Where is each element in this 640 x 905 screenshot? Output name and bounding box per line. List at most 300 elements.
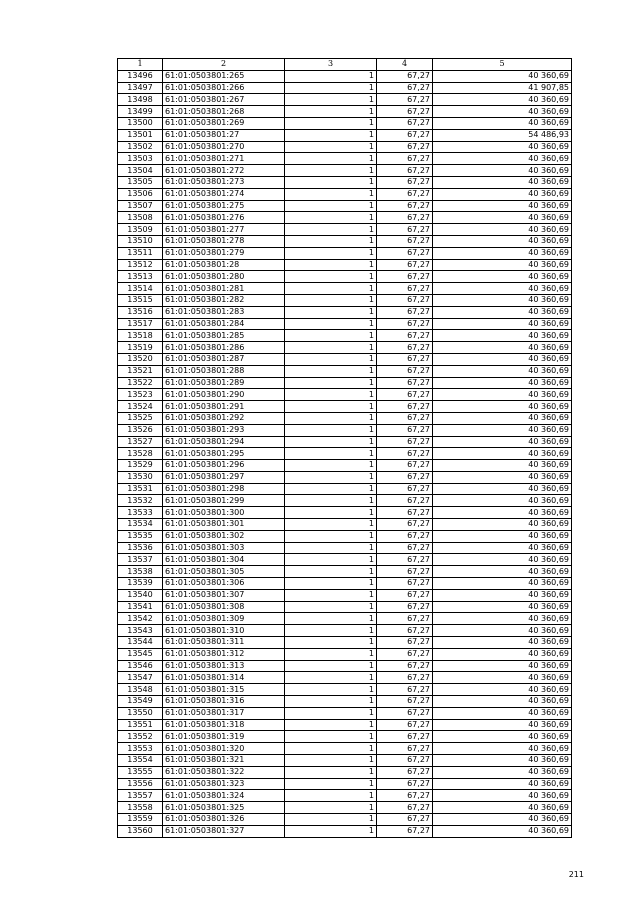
row-number-cell: 13516 bbox=[118, 306, 163, 318]
count-cell: 1 bbox=[285, 106, 377, 118]
value-cell: 40 360,69 bbox=[433, 825, 572, 837]
area-cell: 67,27 bbox=[377, 271, 433, 283]
value-cell: 40 360,69 bbox=[433, 625, 572, 637]
area-cell: 67,27 bbox=[377, 625, 433, 637]
row-number-cell: 13505 bbox=[118, 176, 163, 188]
cadastral-number-cell: 61:01:0503801:280 bbox=[163, 271, 285, 283]
table-row bbox=[118, 672, 572, 684]
table-row bbox=[118, 696, 572, 708]
cadastral-number-cell: 61:01:0503801:289 bbox=[163, 377, 285, 389]
count-cell: 1 bbox=[285, 153, 377, 165]
table-row bbox=[118, 825, 572, 837]
area-cell: 67,27 bbox=[377, 247, 433, 259]
area-cell: 67,27 bbox=[377, 660, 433, 672]
cadastral-number-cell: 61:01:0503801:318 bbox=[163, 719, 285, 731]
value-cell: 40 360,69 bbox=[433, 176, 572, 188]
row-number-cell: 13519 bbox=[118, 342, 163, 354]
value-cell: 40 360,69 bbox=[433, 707, 572, 719]
area-cell: 67,27 bbox=[377, 106, 433, 118]
value-cell: 40 360,69 bbox=[433, 589, 572, 601]
row-number-cell: 13540 bbox=[118, 589, 163, 601]
value-cell: 40 360,69 bbox=[433, 424, 572, 436]
area-cell: 67,27 bbox=[377, 141, 433, 153]
table-row bbox=[118, 707, 572, 719]
value-cell: 40 360,69 bbox=[433, 153, 572, 165]
row-number-cell: 13521 bbox=[118, 365, 163, 377]
count-cell: 1 bbox=[285, 389, 377, 401]
area-cell: 67,27 bbox=[377, 436, 433, 448]
table-row bbox=[118, 247, 572, 259]
row-number-cell: 13501 bbox=[118, 129, 163, 141]
cadastral-number-cell: 61:01:0503801:313 bbox=[163, 660, 285, 672]
area-cell: 67,27 bbox=[377, 483, 433, 495]
value-cell: 40 360,69 bbox=[433, 106, 572, 118]
row-number-cell: 13534 bbox=[118, 519, 163, 531]
row-number-cell: 13510 bbox=[118, 235, 163, 247]
value-cell: 40 360,69 bbox=[433, 318, 572, 330]
count-cell: 1 bbox=[285, 613, 377, 625]
row-number-cell: 13547 bbox=[118, 672, 163, 684]
area-cell: 67,27 bbox=[377, 412, 433, 424]
table-row bbox=[118, 82, 572, 94]
cadastral-number-cell: 61:01:0503801:284 bbox=[163, 318, 285, 330]
value-cell: 40 360,69 bbox=[433, 483, 572, 495]
table-row bbox=[118, 566, 572, 578]
value-cell: 40 360,69 bbox=[433, 330, 572, 342]
cadastral-number-cell: 61:01:0503801:274 bbox=[163, 188, 285, 200]
value-cell: 40 360,69 bbox=[433, 648, 572, 660]
row-number-cell: 13529 bbox=[118, 460, 163, 472]
table-row bbox=[118, 578, 572, 590]
table-row bbox=[118, 259, 572, 271]
count-cell: 1 bbox=[285, 259, 377, 271]
value-cell: 40 360,69 bbox=[433, 802, 572, 814]
area-cell: 67,27 bbox=[377, 306, 433, 318]
area-cell: 67,27 bbox=[377, 82, 433, 94]
area-cell: 67,27 bbox=[377, 684, 433, 696]
area-cell: 67,27 bbox=[377, 401, 433, 413]
cadastral-number-cell: 61:01:0503801:323 bbox=[163, 778, 285, 790]
row-number-cell: 13536 bbox=[118, 542, 163, 554]
cadastral-number-cell: 61:01:0503801:278 bbox=[163, 235, 285, 247]
value-cell: 40 360,69 bbox=[433, 377, 572, 389]
row-number-cell: 13512 bbox=[118, 259, 163, 271]
row-number-cell: 13530 bbox=[118, 471, 163, 483]
table-row bbox=[118, 436, 572, 448]
count-cell: 1 bbox=[285, 141, 377, 153]
count-cell: 1 bbox=[285, 176, 377, 188]
row-number-cell: 13541 bbox=[118, 601, 163, 613]
area-cell: 67,27 bbox=[377, 566, 433, 578]
count-cell: 1 bbox=[285, 448, 377, 460]
count-cell: 1 bbox=[285, 660, 377, 672]
count-cell: 1 bbox=[285, 507, 377, 519]
row-number-cell: 13535 bbox=[118, 530, 163, 542]
row-number-cell: 13511 bbox=[118, 247, 163, 259]
count-cell: 1 bbox=[285, 318, 377, 330]
area-cell: 67,27 bbox=[377, 743, 433, 755]
row-number-cell: 13553 bbox=[118, 743, 163, 755]
cadastral-number-cell: 61:01:0503801:281 bbox=[163, 283, 285, 295]
row-number-cell: 13544 bbox=[118, 637, 163, 649]
row-number-cell: 13554 bbox=[118, 755, 163, 767]
row-number-cell: 13507 bbox=[118, 200, 163, 212]
column-header-5: 5 bbox=[433, 59, 572, 71]
cadastral-number-cell: 61:01:0503801:303 bbox=[163, 542, 285, 554]
area-cell: 67,27 bbox=[377, 731, 433, 743]
table-row bbox=[118, 330, 572, 342]
area-cell: 67,27 bbox=[377, 648, 433, 660]
value-cell: 40 360,69 bbox=[433, 601, 572, 613]
value-cell: 40 360,69 bbox=[433, 365, 572, 377]
area-cell: 67,27 bbox=[377, 554, 433, 566]
row-number-cell: 13504 bbox=[118, 165, 163, 177]
value-cell: 40 360,69 bbox=[433, 578, 572, 590]
row-number-cell: 13524 bbox=[118, 401, 163, 413]
value-cell: 40 360,69 bbox=[433, 94, 572, 106]
value-cell: 40 360,69 bbox=[433, 389, 572, 401]
count-cell: 1 bbox=[285, 353, 377, 365]
cadastral-number-cell: 61:01:0503801:311 bbox=[163, 637, 285, 649]
table-row bbox=[118, 519, 572, 531]
value-cell: 40 360,69 bbox=[433, 460, 572, 472]
area-cell: 67,27 bbox=[377, 825, 433, 837]
area-cell: 67,27 bbox=[377, 235, 433, 247]
area-cell: 67,27 bbox=[377, 294, 433, 306]
count-cell: 1 bbox=[285, 401, 377, 413]
row-number-cell: 13500 bbox=[118, 117, 163, 129]
area-cell: 67,27 bbox=[377, 696, 433, 708]
cadastral-number-cell: 61:01:0503801:301 bbox=[163, 519, 285, 531]
table-row bbox=[118, 448, 572, 460]
area-cell: 67,27 bbox=[377, 389, 433, 401]
cadastral-number-cell: 61:01:0503801:275 bbox=[163, 200, 285, 212]
cadastral-number-cell: 61:01:0503801:288 bbox=[163, 365, 285, 377]
value-cell: 40 360,69 bbox=[433, 766, 572, 778]
area-cell: 67,27 bbox=[377, 495, 433, 507]
value-cell: 40 360,69 bbox=[433, 743, 572, 755]
table-row bbox=[118, 176, 572, 188]
row-number-cell: 13509 bbox=[118, 224, 163, 236]
table-row bbox=[118, 283, 572, 295]
row-number-cell: 13518 bbox=[118, 330, 163, 342]
area-cell: 67,27 bbox=[377, 283, 433, 295]
row-number-cell: 13560 bbox=[118, 825, 163, 837]
value-cell: 40 360,69 bbox=[433, 495, 572, 507]
cadastral-number-cell: 61:01:0503801:302 bbox=[163, 530, 285, 542]
area-cell: 67,27 bbox=[377, 542, 433, 554]
cadastral-number-cell: 61:01:0503801:273 bbox=[163, 176, 285, 188]
table-row bbox=[118, 554, 572, 566]
cadastral-number-cell: 61:01:0503801:300 bbox=[163, 507, 285, 519]
cadastral-number-cell: 61:01:0503801:305 bbox=[163, 566, 285, 578]
table-row bbox=[118, 412, 572, 424]
count-cell: 1 bbox=[285, 117, 377, 129]
row-number-cell: 13532 bbox=[118, 495, 163, 507]
value-cell: 40 360,69 bbox=[433, 342, 572, 354]
cadastral-number-cell: 61:01:0503801:271 bbox=[163, 153, 285, 165]
value-cell: 40 360,69 bbox=[433, 637, 572, 649]
value-cell: 40 360,69 bbox=[433, 719, 572, 731]
table-row bbox=[118, 766, 572, 778]
area-cell: 67,27 bbox=[377, 802, 433, 814]
column-header-2: 2 bbox=[163, 59, 285, 71]
row-number-cell: 13548 bbox=[118, 684, 163, 696]
area-cell: 67,27 bbox=[377, 259, 433, 271]
value-cell: 40 360,69 bbox=[433, 471, 572, 483]
count-cell: 1 bbox=[285, 566, 377, 578]
area-cell: 67,27 bbox=[377, 672, 433, 684]
count-cell: 1 bbox=[285, 342, 377, 354]
value-cell: 40 360,69 bbox=[433, 436, 572, 448]
area-cell: 67,27 bbox=[377, 365, 433, 377]
value-cell: 40 360,69 bbox=[433, 814, 572, 826]
count-cell: 1 bbox=[285, 82, 377, 94]
row-number-cell: 13499 bbox=[118, 106, 163, 118]
area-cell: 67,27 bbox=[377, 377, 433, 389]
table-row bbox=[118, 188, 572, 200]
count-cell: 1 bbox=[285, 129, 377, 141]
area-cell: 67,27 bbox=[377, 507, 433, 519]
table-row bbox=[118, 589, 572, 601]
value-cell: 40 360,69 bbox=[433, 554, 572, 566]
value-cell: 40 360,69 bbox=[433, 117, 572, 129]
table-row bbox=[118, 401, 572, 413]
area-cell: 67,27 bbox=[377, 176, 433, 188]
area-cell: 67,27 bbox=[377, 353, 433, 365]
value-cell: 40 360,69 bbox=[433, 778, 572, 790]
row-number-cell: 13558 bbox=[118, 802, 163, 814]
cadastral-number-cell: 61:01:0503801:266 bbox=[163, 82, 285, 94]
count-cell: 1 bbox=[285, 755, 377, 767]
count-cell: 1 bbox=[285, 483, 377, 495]
table-row bbox=[118, 460, 572, 472]
cadastral-number-cell: 61:01:0503801:28 bbox=[163, 259, 285, 271]
row-number-cell: 13531 bbox=[118, 483, 163, 495]
table-row bbox=[118, 94, 572, 106]
table-row bbox=[118, 790, 572, 802]
cadastral-number-cell: 61:01:0503801:285 bbox=[163, 330, 285, 342]
value-cell: 40 360,69 bbox=[433, 188, 572, 200]
column-header-3: 3 bbox=[285, 59, 377, 71]
area-cell: 67,27 bbox=[377, 318, 433, 330]
table-row bbox=[118, 601, 572, 613]
count-cell: 1 bbox=[285, 519, 377, 531]
table-row bbox=[118, 212, 572, 224]
table-body bbox=[118, 70, 572, 837]
row-number-cell: 13533 bbox=[118, 507, 163, 519]
count-cell: 1 bbox=[285, 554, 377, 566]
area-cell: 67,27 bbox=[377, 153, 433, 165]
count-cell: 1 bbox=[285, 672, 377, 684]
cadastral-number-cell: 61:01:0503801:322 bbox=[163, 766, 285, 778]
value-cell: 40 360,69 bbox=[433, 224, 572, 236]
cadastral-number-cell: 61:01:0503801:327 bbox=[163, 825, 285, 837]
count-cell: 1 bbox=[285, 578, 377, 590]
cadastral-number-cell: 61:01:0503801:299 bbox=[163, 495, 285, 507]
row-number-cell: 13549 bbox=[118, 696, 163, 708]
value-cell: 40 360,69 bbox=[433, 141, 572, 153]
count-cell: 1 bbox=[285, 637, 377, 649]
row-number-cell: 13508 bbox=[118, 212, 163, 224]
area-cell: 67,27 bbox=[377, 719, 433, 731]
count-cell: 1 bbox=[285, 294, 377, 306]
area-cell: 67,27 bbox=[377, 530, 433, 542]
count-cell: 1 bbox=[285, 377, 377, 389]
area-cell: 67,27 bbox=[377, 637, 433, 649]
area-cell: 67,27 bbox=[377, 707, 433, 719]
value-cell: 40 360,69 bbox=[433, 412, 572, 424]
table-row bbox=[118, 389, 572, 401]
table-row bbox=[118, 342, 572, 354]
count-cell: 1 bbox=[285, 731, 377, 743]
count-cell: 1 bbox=[285, 94, 377, 106]
table-row bbox=[118, 778, 572, 790]
cadastral-number-cell: 61:01:0503801:272 bbox=[163, 165, 285, 177]
value-cell: 54 486,93 bbox=[433, 129, 572, 141]
count-cell: 1 bbox=[285, 696, 377, 708]
count-cell: 1 bbox=[285, 778, 377, 790]
row-number-cell: 13543 bbox=[118, 625, 163, 637]
cadastral-number-cell: 61:01:0503801:279 bbox=[163, 247, 285, 259]
count-cell: 1 bbox=[285, 200, 377, 212]
area-cell: 67,27 bbox=[377, 117, 433, 129]
cadastral-number-cell: 61:01:0503801:317 bbox=[163, 707, 285, 719]
cadastral-number-cell: 61:01:0503801:307 bbox=[163, 589, 285, 601]
value-cell: 40 360,69 bbox=[433, 755, 572, 767]
table-row bbox=[118, 224, 572, 236]
cadastral-number-cell: 61:01:0503801:277 bbox=[163, 224, 285, 236]
count-cell: 1 bbox=[285, 224, 377, 236]
table-row bbox=[118, 294, 572, 306]
area-cell: 67,27 bbox=[377, 471, 433, 483]
area-cell: 67,27 bbox=[377, 129, 433, 141]
area-cell: 67,27 bbox=[377, 778, 433, 790]
row-number-cell: 13525 bbox=[118, 412, 163, 424]
area-cell: 67,27 bbox=[377, 814, 433, 826]
count-cell: 1 bbox=[285, 790, 377, 802]
cadastral-number-cell: 61:01:0503801:319 bbox=[163, 731, 285, 743]
area-cell: 67,27 bbox=[377, 342, 433, 354]
row-number-cell: 13497 bbox=[118, 82, 163, 94]
table-row bbox=[118, 200, 572, 212]
count-cell: 1 bbox=[285, 212, 377, 224]
parcel-table bbox=[117, 58, 572, 838]
area-cell: 67,27 bbox=[377, 589, 433, 601]
table-row bbox=[118, 70, 572, 82]
count-cell: 1 bbox=[285, 719, 377, 731]
row-number-cell: 13545 bbox=[118, 648, 163, 660]
row-number-cell: 13556 bbox=[118, 778, 163, 790]
cadastral-number-cell: 61:01:0503801:312 bbox=[163, 648, 285, 660]
cadastral-number-cell: 61:01:0503801:326 bbox=[163, 814, 285, 826]
count-cell: 1 bbox=[285, 271, 377, 283]
cadastral-number-cell: 61:01:0503801:291 bbox=[163, 401, 285, 413]
table-row bbox=[118, 117, 572, 129]
table-row bbox=[118, 660, 572, 672]
count-cell: 1 bbox=[285, 648, 377, 660]
table-row bbox=[118, 424, 572, 436]
area-cell: 67,27 bbox=[377, 601, 433, 613]
row-number-cell: 13538 bbox=[118, 566, 163, 578]
cadastral-number-cell: 61:01:0503801:320 bbox=[163, 743, 285, 755]
table-row bbox=[118, 648, 572, 660]
value-cell: 40 360,69 bbox=[433, 401, 572, 413]
area-cell: 67,27 bbox=[377, 424, 433, 436]
table-row bbox=[118, 802, 572, 814]
table-row bbox=[118, 625, 572, 637]
cadastral-number-cell: 61:01:0503801:295 bbox=[163, 448, 285, 460]
value-cell: 40 360,69 bbox=[433, 448, 572, 460]
value-cell: 40 360,69 bbox=[433, 542, 572, 554]
area-cell: 67,27 bbox=[377, 94, 433, 106]
value-cell: 40 360,69 bbox=[433, 200, 572, 212]
value-cell: 40 360,69 bbox=[433, 660, 572, 672]
value-cell: 40 360,69 bbox=[433, 294, 572, 306]
row-number-cell: 13498 bbox=[118, 94, 163, 106]
count-cell: 1 bbox=[285, 424, 377, 436]
value-cell: 40 360,69 bbox=[433, 235, 572, 247]
cadastral-number-cell: 61:01:0503801:292 bbox=[163, 412, 285, 424]
count-cell: 1 bbox=[285, 235, 377, 247]
cadastral-number-cell: 61:01:0503801:308 bbox=[163, 601, 285, 613]
count-cell: 1 bbox=[285, 188, 377, 200]
row-number-cell: 13537 bbox=[118, 554, 163, 566]
cadastral-number-cell: 61:01:0503801:283 bbox=[163, 306, 285, 318]
value-cell: 40 360,69 bbox=[433, 212, 572, 224]
cadastral-number-cell: 61:01:0503801:270 bbox=[163, 141, 285, 153]
table-row bbox=[118, 613, 572, 625]
area-cell: 67,27 bbox=[377, 766, 433, 778]
value-cell: 40 360,69 bbox=[433, 684, 572, 696]
value-cell: 40 360,69 bbox=[433, 165, 572, 177]
value-cell: 41 907,85 bbox=[433, 82, 572, 94]
table-row bbox=[118, 542, 572, 554]
value-cell: 40 360,69 bbox=[433, 696, 572, 708]
table-row bbox=[118, 306, 572, 318]
table-row bbox=[118, 365, 572, 377]
cadastral-number-cell: 61:01:0503801:269 bbox=[163, 117, 285, 129]
table-row bbox=[118, 377, 572, 389]
table-row bbox=[118, 755, 572, 767]
table-row bbox=[118, 353, 572, 365]
cadastral-number-cell: 61:01:0503801:267 bbox=[163, 94, 285, 106]
count-cell: 1 bbox=[285, 283, 377, 295]
row-number-cell: 13506 bbox=[118, 188, 163, 200]
area-cell: 67,27 bbox=[377, 448, 433, 460]
cadastral-number-cell: 61:01:0503801:293 bbox=[163, 424, 285, 436]
value-cell: 40 360,69 bbox=[433, 790, 572, 802]
count-cell: 1 bbox=[285, 471, 377, 483]
count-cell: 1 bbox=[285, 825, 377, 837]
cadastral-number-cell: 61:01:0503801:314 bbox=[163, 672, 285, 684]
row-number-cell: 13555 bbox=[118, 766, 163, 778]
row-number-cell: 13557 bbox=[118, 790, 163, 802]
row-number-cell: 13517 bbox=[118, 318, 163, 330]
cadastral-number-cell: 61:01:0503801:290 bbox=[163, 389, 285, 401]
count-cell: 1 bbox=[285, 743, 377, 755]
row-number-cell: 13523 bbox=[118, 389, 163, 401]
row-number-cell: 13539 bbox=[118, 578, 163, 590]
area-cell: 67,27 bbox=[377, 70, 433, 82]
count-cell: 1 bbox=[285, 495, 377, 507]
count-cell: 1 bbox=[285, 601, 377, 613]
value-cell: 40 360,69 bbox=[433, 731, 572, 743]
area-cell: 67,27 bbox=[377, 790, 433, 802]
row-number-cell: 13546 bbox=[118, 660, 163, 672]
table-row bbox=[118, 743, 572, 755]
area-cell: 67,27 bbox=[377, 613, 433, 625]
